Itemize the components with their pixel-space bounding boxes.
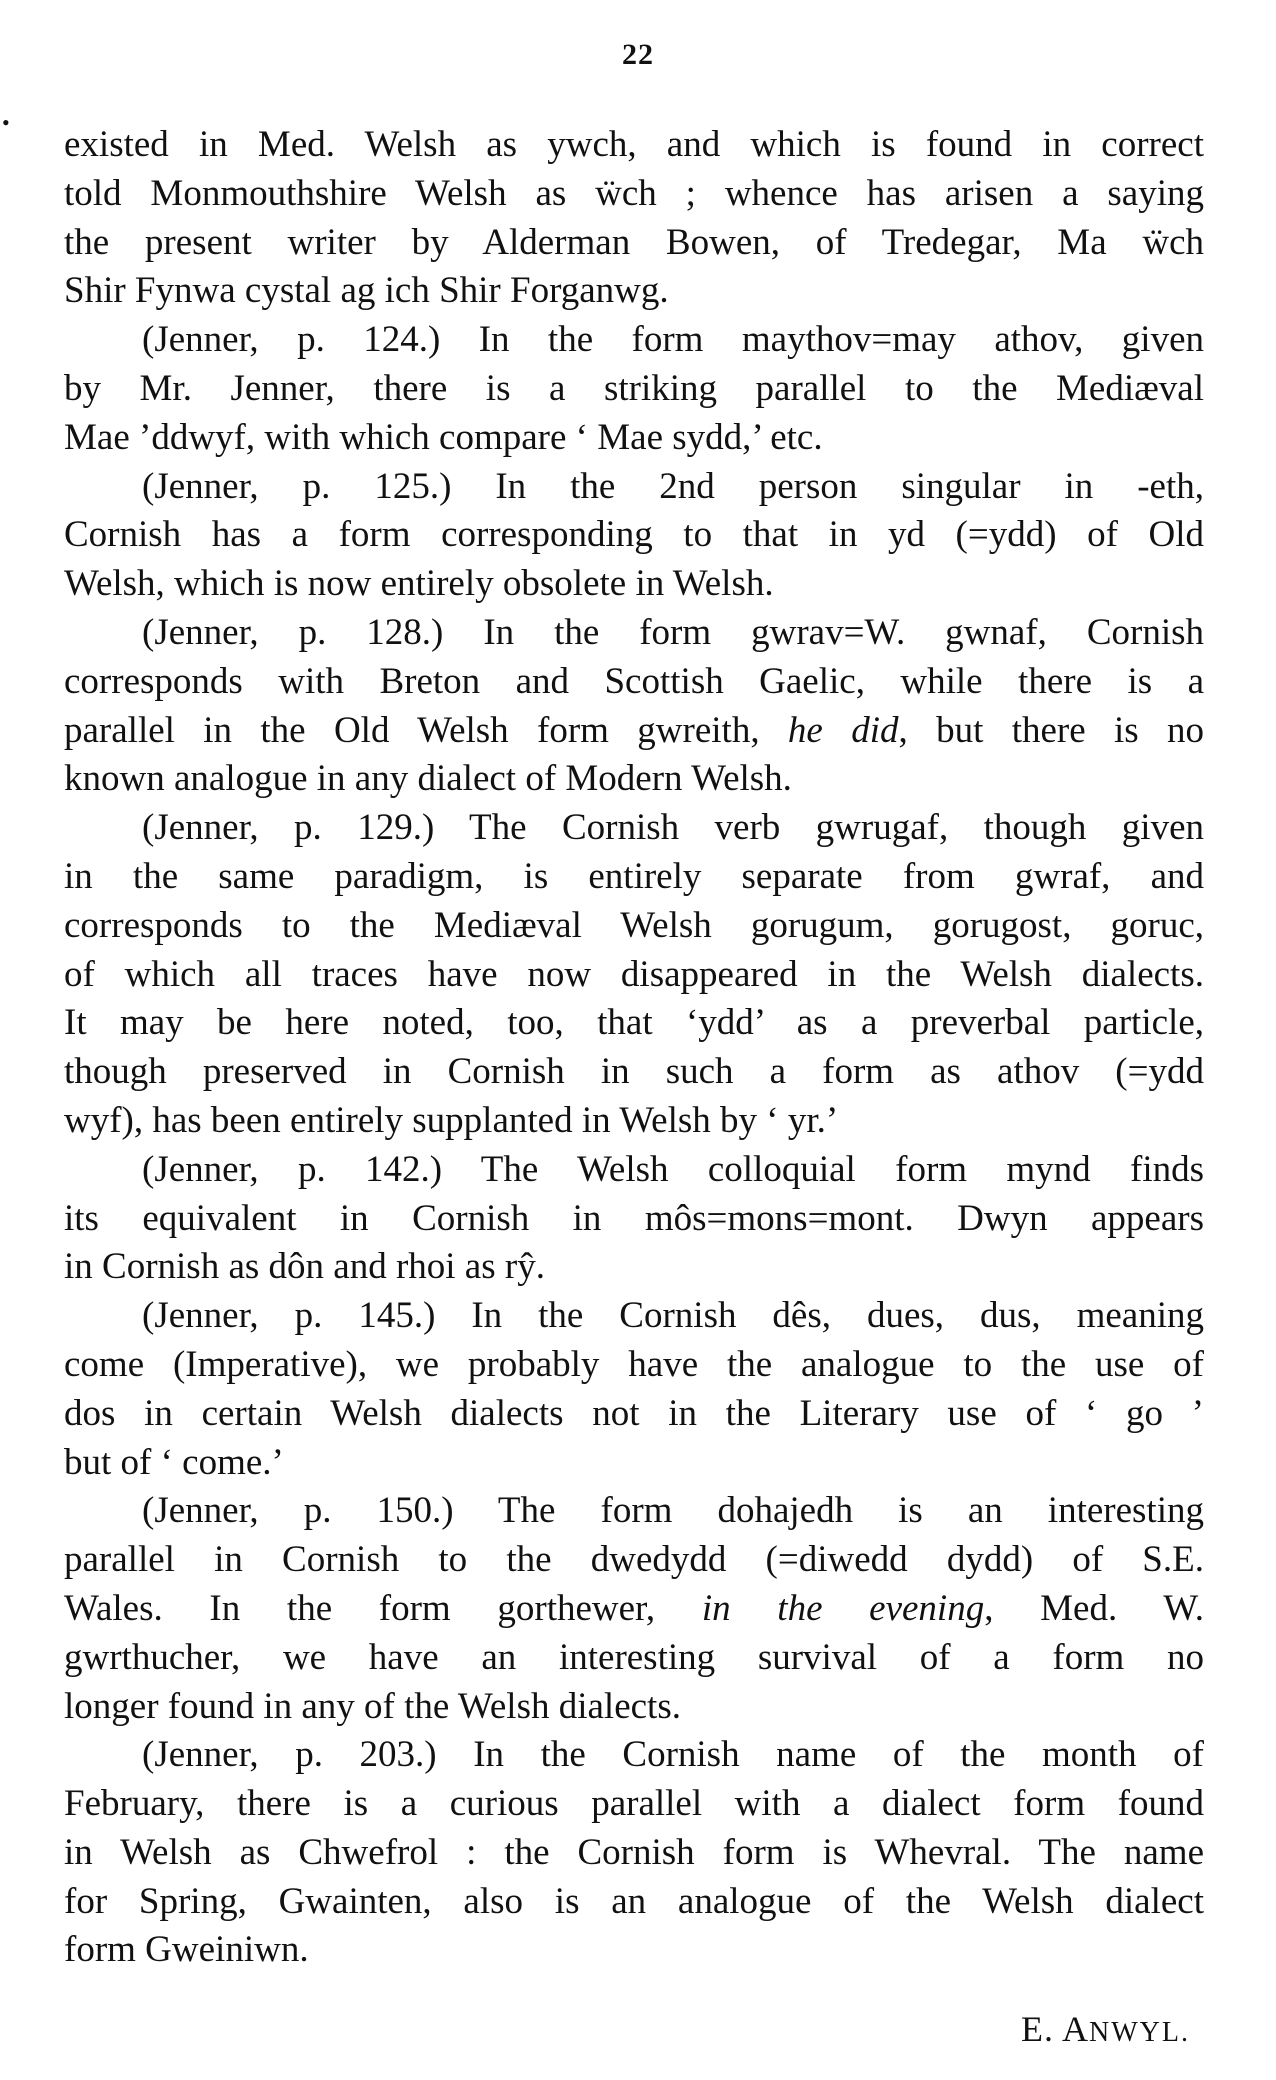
text-line: told Monmouthshire Welsh as ẅch ; whence has arisen a saying <box>64 172 1204 214</box>
text-line: the present writer by Alderman Bowen, of Tredegar, Ma ẅch <box>64 221 1204 263</box>
text-run: parallel in the Old Welsh form gwreith, <box>64 709 788 751</box>
paragraph-jenner-124 <box>64 316 1204 462</box>
margin-mark: • <box>2 110 10 135</box>
text-line: existed in Med. Welsh as ywch, and which is found in correct <box>64 124 1204 165</box>
text-line: come (Imperative), we probably have the analogue to the use of <box>64 1343 1204 1385</box>
body-text <box>64 121 1204 1975</box>
text-line: February, there is a curious parallel with a dialect form found <box>64 1783 1204 1825</box>
paragraph-ywch <box>64 121 1204 316</box>
paragraph-jenner-145 <box>64 1292 1204 1487</box>
text-line: (Jenner, p. 128.) In the form gwrav=W. gwnaf, Cornish <box>142 611 1204 653</box>
text-run: , Med. W. <box>984 1587 1205 1629</box>
text-line: longer found in any of the Welsh dialects. <box>64 1685 681 1727</box>
text-line: Mae ’ddwyf, with which compare ‘ Mae sydd,’ etc. <box>64 416 823 458</box>
page-number: 22 <box>622 38 654 71</box>
text-line: (Jenner, p. 125.) In the 2nd person singular in -eth, <box>142 465 1204 507</box>
paragraph-jenner-125 <box>64 463 1204 609</box>
text-line: Shir Fynwa cystal ag ich Shir Forganwg. <box>64 270 669 312</box>
text-line: dos in certain Welsh dialects not in the Literary use of ‘ go ’ <box>64 1392 1204 1434</box>
signature-surname: NWYL. <box>1089 2017 1190 2048</box>
paragraph-jenner-129 <box>64 804 1204 1146</box>
text-line: (Jenner, p. 150.) The form dohajedh is an interesting <box>142 1490 1204 1532</box>
text-line: (Jenner, p. 129.) The Cornish verb gwrugaf, though given <box>142 807 1204 849</box>
paragraph-jenner-203 <box>64 1731 1204 1975</box>
text-line: form Gweiniwn. <box>64 1929 309 1971</box>
text-line: its equivalent in Cornish in môs=mons=mont. Dwyn appears <box>64 1197 1204 1239</box>
text-line-mixed <box>64 1585 1204 1634</box>
author-signature <box>1021 2008 1190 2050</box>
text-line: Cornish has a form corresponding to that in yd (=ydd) of Old <box>64 514 1204 556</box>
signature-initial: E. A <box>1021 2009 1090 2049</box>
text-line: known analogue in any dialect of Modern Welsh. <box>64 758 792 800</box>
italic-run: in the evening <box>701 1587 985 1629</box>
text-line: in Cornish as dôn and rhoi as rŷ. <box>64 1246 545 1288</box>
paragraph-jenner-142 <box>64 1146 1204 1292</box>
text-line: corresponds to the Mediæval Welsh gorugum, gorugost, goruc, <box>64 904 1204 946</box>
text-line: wyf), has been entirely supplanted in Welsh by ‘ yr.’ <box>64 1099 839 1141</box>
text-line: Welsh, which is now entirely obsolete in Welsh. <box>64 563 774 605</box>
text-line: though preserved in Cornish in such a form as athov (=ydd <box>64 1051 1204 1093</box>
text-line: but of ‘ come.’ <box>64 1441 284 1483</box>
text-line: gwrthucher, we have an interesting survival of a form no <box>64 1636 1204 1678</box>
paragraph-jenner-128 <box>64 609 1204 804</box>
text-line: of which all traces have now disappeared in the Welsh dialects. <box>64 953 1204 995</box>
text-line: (Jenner, p. 203.) In the Cornish name of the month of <box>142 1734 1204 1776</box>
text-line: in the same paradigm, is entirely separate from gwraf, and <box>64 855 1204 897</box>
text-line: corresponds with Breton and Scottish Gaelic, while there is a <box>64 660 1204 702</box>
italic-run: he did <box>787 709 899 751</box>
paragraph-jenner-150 <box>64 1487 1204 1731</box>
text-line-mixed <box>64 707 1204 756</box>
text-line: (Jenner, p. 142.) The Welsh colloquial form mynd finds <box>142 1148 1204 1190</box>
text-line: (Jenner, p. 145.) In the Cornish dês, dues, dus, meaning <box>142 1295 1204 1337</box>
text-run: Wales. In the form gorthewer, <box>64 1587 702 1629</box>
text-line: in Welsh as Chwefrol : the Cornish form is Whevral. The name <box>64 1831 1204 1873</box>
text-run: , but there is no <box>898 709 1205 751</box>
text-line: It may be here noted, too, that ‘ydd’ as a preverbal particle, <box>64 1002 1204 1044</box>
text-line: (Jenner, p. 124.) In the form maythov=may athov, given <box>142 319 1204 361</box>
text-line: parallel in Cornish to the dwedydd (=diwedd dydd) of S.E. <box>64 1539 1204 1581</box>
text-line: for Spring, Gwainten, also is an analogue of the Welsh dialect <box>64 1880 1204 1922</box>
text-line: by Mr. Jenner, there is a striking parallel to the Mediæval <box>64 367 1204 409</box>
